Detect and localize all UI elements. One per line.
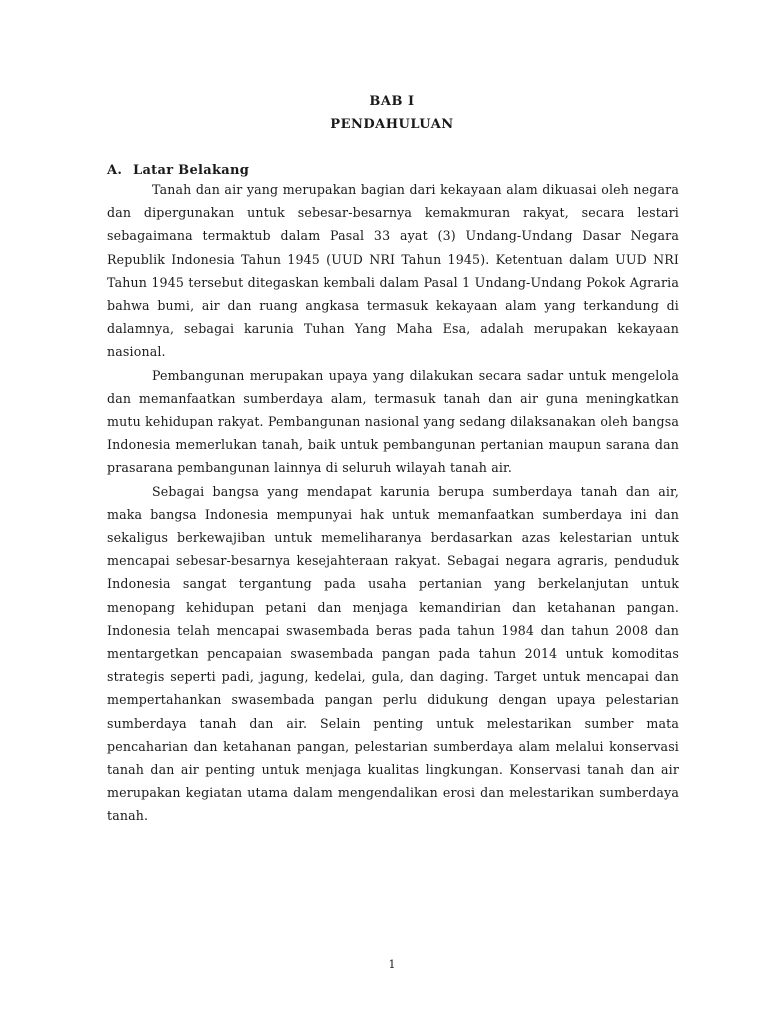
section-title: Latar Belakang	[133, 163, 250, 178]
page-number: 1	[388, 958, 396, 971]
paragraph-1: Tanah dan air yang merupakan bagian dari kekayaan alam dikuasai oleh negara dan dipergunakan untuk sebesar-besarnya kemakmuran rakyat, secara lestari sebagaimana termaktub dalam Pasal 33 ayat (3) Undang-Undang Dasar Negara Republik Indonesia Tahun 1945 (UUD NRI Tahun 1945). Ketentuan dalam UUD NRI Tahun 1945 tersebut ditegaskan kembali dalam Pasal 1 Undang-Undang Pokok Agraria bahwa bumi, air dan ruang angkasa termasuk kekayaan alam yang terkandung di dalamnya, sebagai karunia Tuhan Yang Maha Esa, adalah merupakan kekayaan nasional.	[107, 182, 679, 360]
section-marker: A.	[107, 163, 123, 178]
chapter-title: PENDAHULUAN	[330, 117, 454, 132]
chapter-label: BAB I	[369, 94, 415, 109]
paragraph-3: Sebagai bangsa yang mendapat karunia berupa sumberdaya tanah dan air, maka bangsa Indonesia mempunyai hak untuk memanfaatkan sumberdaya ini dan sekaligus berkewajiban untuk memeliharanya berdasarkan azas kelestarian untuk mencapai sebesar-besarnya kesejahteraan rakyat. Sebagai negara agraris, penduduk Indonesia sangat tergantung pada usaha pertanian yang berkelanjutan untuk menopang kehidupan petani dan menjaga kemandirian dan ketahanan pangan. Indonesia telah mencapai swasembada beras pada tahun 1984 dan tahun 2008 dan mentargetkan pencapaian swasembada pangan pada tahun 2014 untuk komoditas strategis seperti padi, jagung, kedelai, gula, dan daging. Target untuk mencapai dan mempertahankan swasembada pangan perlu didukung dengan upaya pelestarian sumberdaya tanah dan air. Selain penting untuk melestarikan sumber mata pencaharian dan ketahanan pangan, pelestarian sumberdaya alam melalui konservasi tanah dan air penting untuk menjaga kualitas lingkungan. Konservasi tanah dan air merupakan kegiatan utama dalam mengendalikan erosi dan melestarikan sumberdaya tanah.	[107, 483, 679, 824]
body-text	[107, 178, 679, 828]
section-heading	[107, 163, 249, 178]
paragraph-2: Pembangunan merupakan upaya yang dilakukan secara sadar untuk mengelola dan memanfaatkan sumberdaya alam, termasuk tanah dan air guna meningkatkan mutu kehidupan rakyat. Pembangunan nasional yang sedang dilaksanakan oleh bangsa Indonesia memerlukan tanah, baik untuk pembangunan pertanian maupun sarana dan prasarana pembangunan lainnya di seluruh wilayah tanah air.	[107, 367, 679, 476]
